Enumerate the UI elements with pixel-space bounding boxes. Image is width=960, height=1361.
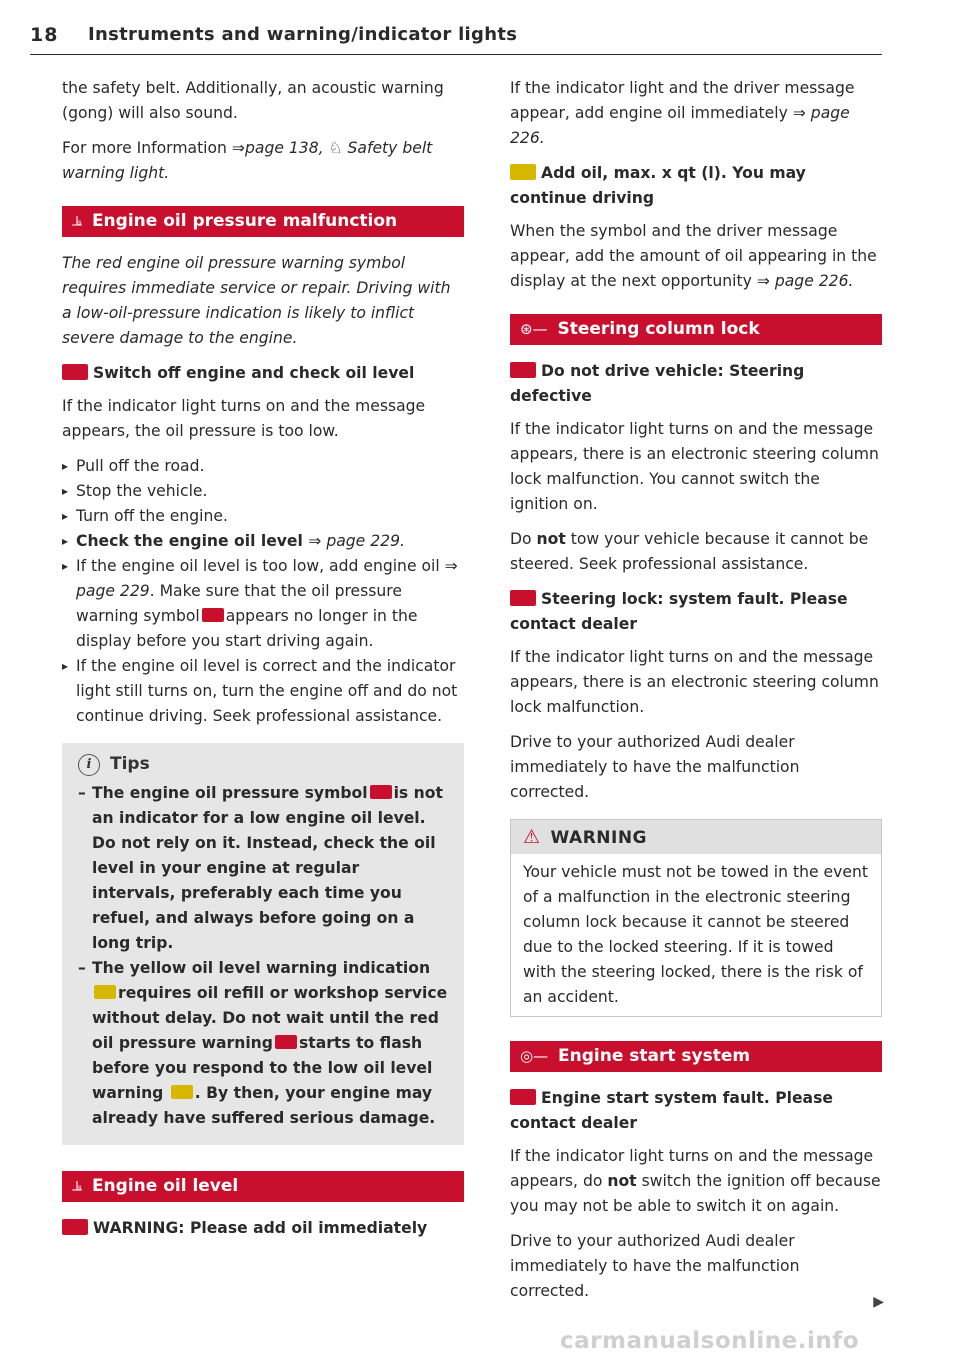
page-link[interactable]: ⇒ page 229. [308, 532, 405, 550]
red-oil-pressure-icon [275, 1035, 297, 1049]
red-engine-start-icon [510, 1089, 536, 1105]
paragraph: Drive to your authorized Audi dealer immediately to have the malfunction corrected. [510, 1232, 800, 1300]
engine-start-icon: ◎— [520, 1047, 549, 1065]
page-link[interactable]: ⇒ page 226. [510, 104, 850, 147]
warning-triangle-icon: ⚠ [523, 826, 541, 848]
subheading: WARNING: Please add oil immediately [62, 1216, 464, 1241]
red-oil-pressure-icon [62, 364, 88, 380]
paragraph: If the indicator light turns on and the message appears, do not switch the ignition off because you may not be able to switch it on again. [510, 1147, 881, 1215]
yellow-oil-level-icon [510, 164, 536, 180]
paragraph: If the indicator light turns on and the message appears, there is an electronic steering column lock malfunction. [510, 648, 879, 716]
red-oil-icon [62, 1219, 88, 1235]
tip-item: – The engine oil pressure symbol is not an indicator for a low engine oil level. Do not rely on it. Instead, check the oil level in your engine at regular intervals, preferably each time you refuel, and always before going on a long trip. [78, 781, 448, 956]
yellow-oil-level-icon [171, 1085, 193, 1099]
red-oil-pressure-icon [370, 785, 392, 799]
step-item: ▸ If the engine oil level is too low, add engine oil ⇒ page 229. Make sure that the oil pressure warning symbol appears no longer in the display before you start driving again. [62, 554, 464, 654]
warning-box [510, 819, 882, 1017]
oil-level-icon: ⫡ [72, 1177, 83, 1195]
watermark: carmanualsonline.info [560, 1328, 860, 1354]
paragraph-more-info: For more Information ⇒page 138, ♘ Safety belt warning light. [62, 139, 433, 182]
subheading: Add oil, max. x qt (l). You may continue driving [510, 164, 806, 207]
paragraph: When the symbol and the driver message appear, add the amount of oil appearing in the display at the next opportunity ⇒ page 226. [510, 222, 877, 290]
step-list [62, 454, 464, 729]
chapter-title: Instruments and warning/indicator lights [88, 24, 518, 45]
oil-can-icon: ⫡ [72, 212, 83, 230]
paragraph: the safety belt. Additionally, an acoustic warning (gong) will also sound. [62, 79, 444, 122]
subheading: Steering lock: system fault. Please contact dealer [510, 590, 848, 633]
continue-arrow-icon: ▶ [873, 1294, 884, 1310]
section-heading-engine-start: ◎— Engine start system [510, 1041, 882, 1072]
paragraph: If the indicator light and the driver message appear, add engine oil immediately ⇒ page 226. [510, 79, 855, 147]
left-column [62, 76, 464, 1249]
red-steering-icon [510, 590, 536, 606]
page-number: 18 [30, 24, 59, 46]
warning-title: ⚠ WARNING [511, 820, 881, 854]
red-steering-icon [510, 362, 536, 378]
section-heading-steering-lock: ⊛— Steering column lock [510, 314, 882, 345]
right-column [510, 76, 882, 1314]
paragraph: Drive to your authorized Audi dealer immediately to have the malfunction corrected. [510, 733, 800, 801]
red-oil-pressure-icon [202, 608, 224, 622]
section-heading-oil-level: ⫡ Engine oil level [62, 1171, 464, 1202]
yellow-oil-level-icon [94, 985, 116, 999]
info-icon: i [78, 754, 100, 776]
tips-title: i Tips [78, 751, 448, 777]
seatbelt-icon: ♘ [328, 139, 343, 157]
step-item: ▸ Stop the vehicle. [62, 479, 464, 504]
subheading: Engine start system fault. Please contact dealer [510, 1089, 833, 1132]
paragraph: Do not tow your vehicle because it cannot be steered. Seek professional assistance. [510, 530, 869, 573]
link-arrow: ⇒ [231, 139, 245, 157]
step-item: ▸ Turn off the engine. [62, 504, 464, 529]
step-item: ▸ Check the engine oil level ⇒ page 229. [62, 529, 464, 554]
subheading: Do not drive vehicle: Steering defective [510, 362, 805, 405]
tips-box [62, 743, 464, 1145]
paragraph: If the indicator light turns on and the message appears, the oil pressure is too low. [62, 397, 426, 440]
warning-body: Your vehicle must not be towed in the event of a malfunction in the electronic steering column lock because it cannot be steered due to the locked steering. If it is towed with the steering locked, there is the risk of an accident. [523, 863, 868, 1006]
page-link[interactable]: page 138, [244, 139, 329, 157]
tip-item: – The yellow oil level warning indication requires oil refill or workshop service without delay. Do not wait until the red oil pressure warning starts to flash before you respond to the low oil level warning . By then, your engine may already have suffered serious damage. [78, 956, 448, 1131]
paragraph: If the indicator light turns on and the message appears, there is an electronic steering column lock malfunction. You cannot switch the ignition on. [510, 420, 879, 513]
subheading: Switch off engine and check oil level [62, 361, 464, 386]
steering-lock-icon: ⊛— [520, 320, 548, 338]
step-item: ▸ If the engine oil level is correct and the indicator light still turns on, turn the engine off and do not continue driving. Seek professional assistance. [62, 654, 464, 729]
section-heading-oil-pressure: ⫡ Engine oil pressure malfunction [62, 206, 464, 237]
step-item: ▸ Pull off the road. [62, 454, 464, 479]
tips-list [78, 781, 448, 1131]
page-link[interactable]: ⇒ page 229 [76, 557, 458, 600]
page-header [30, 24, 882, 55]
section-intro: The red engine oil pressure warning symbol requires immediate service or repair. Driving with a low-oil-pressure indication is likely to inflict severe damage to the engine. [62, 254, 451, 347]
page-link[interactable]: ⇒ page 226. [756, 272, 854, 290]
